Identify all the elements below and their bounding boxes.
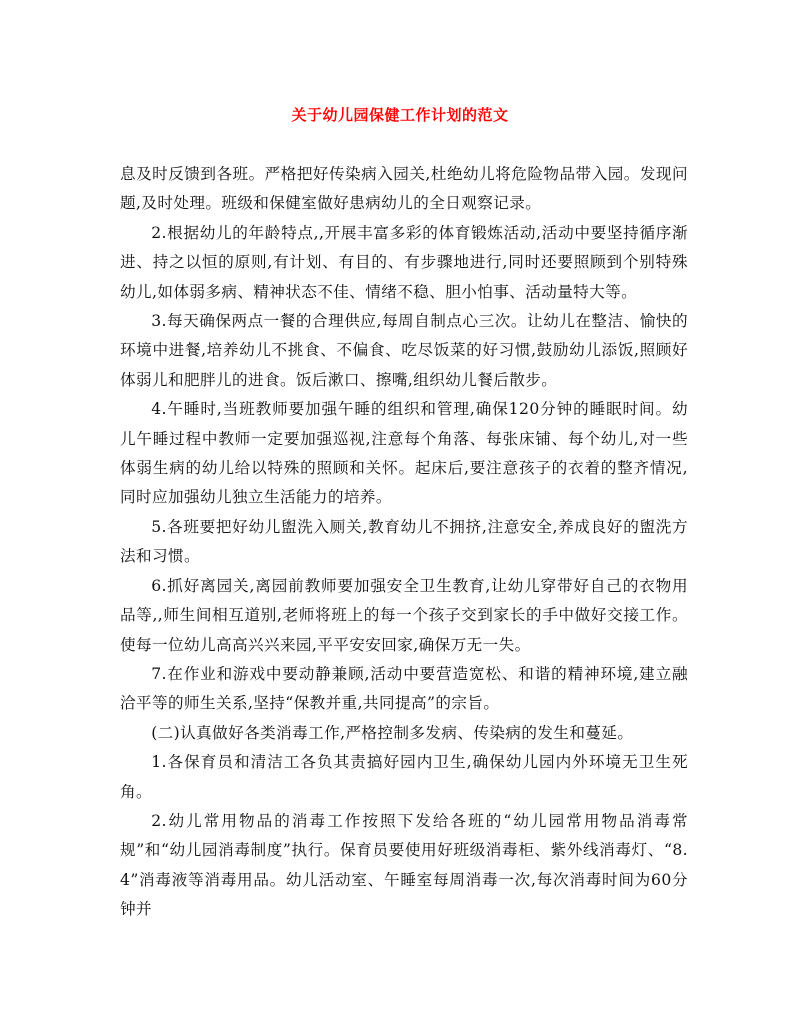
paragraph: 3.每天确保两点一餐的合理供应,每周自制点心三次。让幼儿在整洁、愉快的环境中进餐,培养幼儿不挑食、不偏食、吃尽饭菜的好习惯,鼓励幼儿添饭,照顾好体弱儿和肥胖儿的进食。饭后漱口、擦嘴,组织幼儿餐后散步。 bbox=[120, 312, 688, 389]
paragraph: 息及时反馈到各班。严格把好传染病入园关,杜绝幼儿将危险物品带入园。发现问题,及时处理。班级和保健室做好患病幼儿的全日观察记录。 bbox=[120, 165, 688, 213]
paragraph: 6.抓好离园关,离园前教师要加强安全卫生教育,让幼儿穿带好自己的衣物用品等,,师生间相互道别,老师将班上的每一个孩子交到家长的手中做好交接工作。使每一位幼儿高高兴兴来园,平平安安回家,确保万无一失。 bbox=[120, 576, 688, 654]
paragraph: 2.幼儿常用物品的消毒工作按照下发给各班的“幼儿园常用物品消毒常规”和“幼儿园消毒制度”执行。保育员要使用好班级消毒柜、紫外线消毒灯、“8.4”消毒液等消毒用品。幼儿活动室、午睡室每周消毒一次,每次消毒时间为60分钟并 bbox=[120, 811, 688, 919]
paragraph: 5.各班要把好幼儿盥洗入厕关,教育幼儿不拥挤,注意安全,养成良好的盥洗方法和习惯。 bbox=[120, 517, 688, 566]
paragraph: 1.各保育员和清洁工各负其责搞好园内卫生,确保幼儿园内外环境无卫生死角。 bbox=[120, 753, 688, 801]
paragraph: 4.午睡时,当班教师要加强午睡的组织和管理,确保120分钟的睡眠时间。幼儿午睡过程中教师一定要加强巡视,注意每个角落、每张床铺、每个幼儿,对一些体弱生病的幼儿给以特殊的照顾和关怀。起床后,要注意孩子的衣着的整齐情况,同时应加强幼儿独立生活能力的培养。 bbox=[120, 400, 688, 507]
paragraph: (二)认真做好各类消毒工作,严格控制多发病、传染病的发生和蔓延。 bbox=[151, 723, 634, 742]
paragraph: 2.根据幼儿的年龄特点,,开展丰富多彩的体育锻炼活动,活动中要坚持循序渐进、持之以恒的原则,有计划、有目的、有步骤地进行,同时还要照顾到个别特殊幼儿,如体弱多病、精神状态不佳、情绪不稳、胆小怕事、活动量特大等。 bbox=[120, 223, 688, 301]
paragraph: 7.在作业和游戏中要动静兼顾,活动中要营造宽松、和谐的精神环境,建立融洽平等的师生关系,坚持“保教并重,共同提高”的宗旨。 bbox=[120, 664, 688, 713]
document-body bbox=[120, 160, 688, 925]
document-title: 关于幼儿园保健工作计划的范文 bbox=[291, 106, 509, 124]
